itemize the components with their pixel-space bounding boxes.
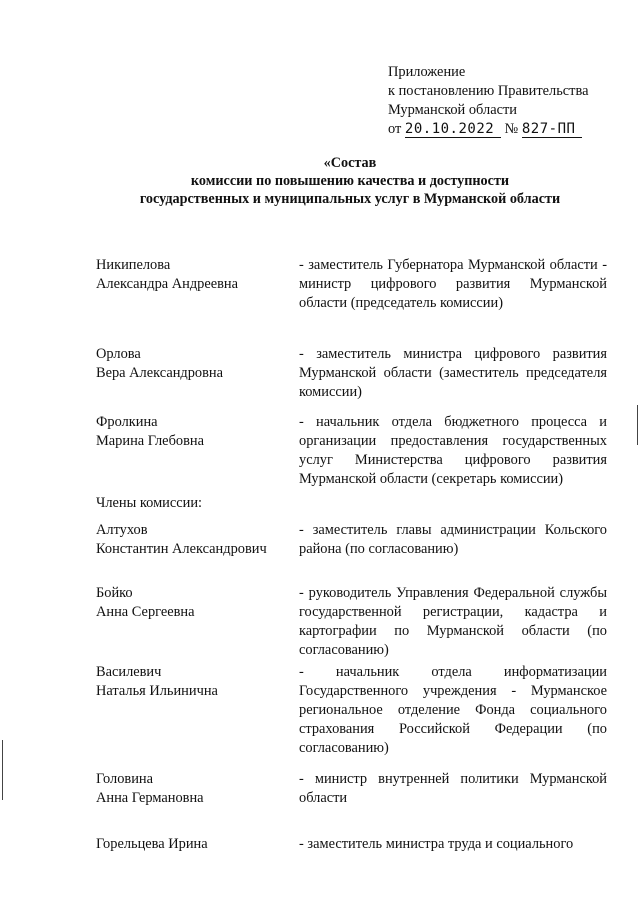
decree-date: 20.10.2022 (405, 122, 501, 138)
member-name (96, 770, 286, 808)
member-given-name: Марина Глебовна (96, 433, 204, 449)
member-given-name: Александра Андреевна (96, 276, 239, 292)
member-role: - заместитель главы администрации Кольского района (по согласованию) (299, 522, 607, 557)
appendix-reference: к постановлению Правительства (388, 83, 589, 99)
number-prefix: № (504, 121, 519, 137)
member-name (96, 413, 286, 451)
appendix-header (388, 63, 588, 139)
appendix-label: Приложение (388, 64, 466, 80)
document-title (60, 154, 640, 208)
member-given-name: Вера Александровна (96, 365, 224, 381)
member-surname: Алтухов (96, 522, 148, 538)
member-role: - заместитель министра труда и социального (299, 836, 574, 852)
section-label: Члены комиссии: (96, 495, 203, 511)
member-role: - заместитель министра цифрового развития Мурманской области (заместитель председателя комиссии) (299, 346, 607, 400)
scan-edge-mark (637, 405, 638, 445)
member-given-name: Константин Александрович (96, 541, 267, 557)
member-name (96, 345, 286, 383)
member-given-name: Анна Германовна (96, 790, 204, 806)
member-surname: Горельцева Ирина (96, 836, 208, 852)
member-surname: Фролкина (96, 414, 158, 430)
member-surname: Бойко (96, 585, 133, 601)
member-surname: Никипелова (96, 257, 171, 273)
member-name (96, 663, 286, 701)
member-surname: Головина (96, 771, 154, 787)
title-line-1: «Состав (323, 155, 377, 171)
member-name (96, 584, 286, 622)
member-given-name: Анна Сергеевна (96, 604, 195, 620)
member-role: - министр внутренней политики Мурманской области (299, 771, 607, 806)
appendix-region: Мурманской области (388, 102, 517, 118)
member-role: - начальник отдела информатизации Государственного учреждения - Мурманское региональное отделение Фонда социального страхования Российской Федерации (по согласованию) (299, 664, 607, 756)
member-name (96, 521, 286, 559)
member-name (96, 835, 286, 854)
member-role: - руководитель Управления Федеральной службы государственной регистрации, кадастра и картографии по Мурманской области (по согласованию) (299, 585, 607, 658)
date-prefix: от (388, 121, 402, 137)
member-name (96, 256, 286, 294)
appendix-date-line (388, 120, 588, 139)
member-surname: Василевич (96, 664, 162, 680)
title-line-2: комиссии по повышению качества и доступности (190, 173, 510, 189)
member-role: - начальник отдела бюджетного процесса и организации предоставления государственных услуг Министерства цифрового развития Мурманской области (секретарь комиссии) (299, 414, 607, 487)
decree-number: 827-ПП (522, 122, 582, 138)
member-role: - заместитель Губернатора Мурманской области - министр цифрового развития Мурманской области (председатель комиссии) (299, 257, 607, 311)
member-given-name: Наталья Ильинична (96, 683, 218, 699)
title-line-3: государственных и муниципальных услуг в Мурманской области (139, 191, 561, 207)
member-surname: Орлова (96, 346, 141, 362)
scan-edge-mark (2, 740, 3, 800)
